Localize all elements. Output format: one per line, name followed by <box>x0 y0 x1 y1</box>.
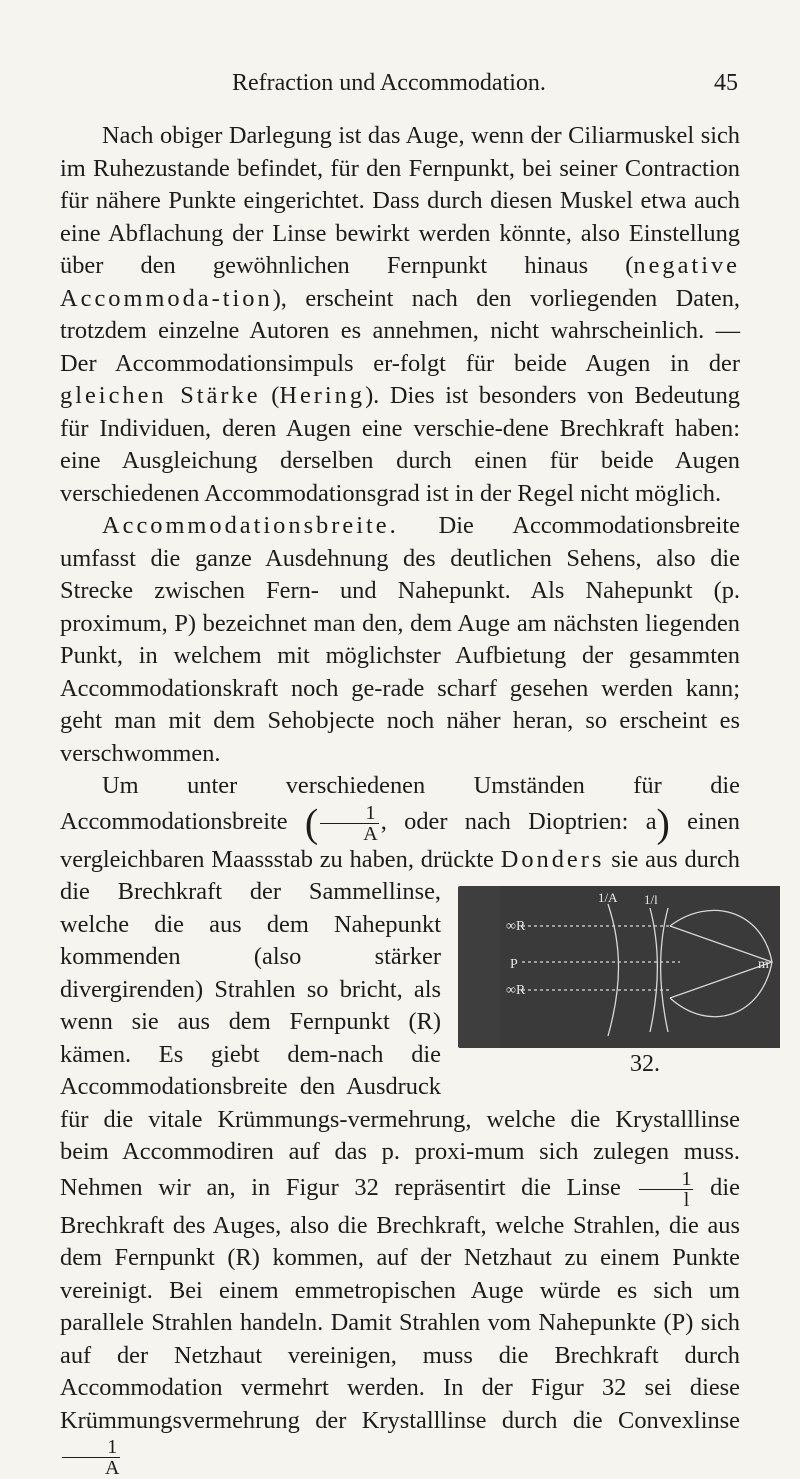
section-heading-accommodationsbreite: Accommodationsbreite. <box>102 512 399 539</box>
paren-open: ( <box>304 800 319 845</box>
label-m: m <box>758 957 769 972</box>
p3-text-b: , oder nach Dioptrien: a <box>380 807 657 835</box>
p1-text-c: ( <box>260 382 280 409</box>
author-hering: Hering <box>279 382 366 409</box>
fraction-1-over-A <box>320 803 378 844</box>
figure-caption: 32. <box>630 1051 660 1077</box>
figure-background <box>500 886 780 1048</box>
figure-32-diagram <box>458 886 769 1048</box>
header-title: Refraction und Accommodation. <box>232 70 546 96</box>
p2-text: Die Accommodationsbreite umfasst die ganze Ausdehnung des deutlichen Sehens, also die Strecke zwischen Fern- und Nahepunkt. Als Nahepunkt (p. proximum, P) bezeichnet man den, dem Auge am nächsten liegenden Punkt, in welchem mit möglichster Aufbietung der gesammten Accommodationskraft noch ge-rade scharf gesehen werden kann; geht man mit dem Sehobjecte noch näher heran, so erscheint es verschwommen. <box>60 512 740 767</box>
label-lens-a: 1/A <box>598 890 618 905</box>
p1-text-b: ), erscheint nach den vorliegenden Daten, trotzdem einzelne Autoren es annehmen, nicht wahrscheinlich. — Der Accommodationsimpuls er-folgt für beide Augen in der <box>60 284 740 377</box>
p3-text-c: einen vergleichbaren Maassstab zu haben, drückte <box>60 807 740 873</box>
paragraph-2 <box>60 510 740 770</box>
p3-text-d: sie aus durch die Brechkraft der Sammellinse, welche die aus dem Nahepunkt kommenden (also stärker divergirenden) Strahlen so bricht, als wenn sie aus dem Fernpunkt (R) kämen. Es giebt dem-nach die Accommodationsbreite den Ausdruck für die vitale Krümmungs-vermehrung, welche die Krystalllinse beim Accommodiren auf das p. proxi-mum sich zulegen muss. Nehmen wir an, in Figur 32 repräsentirt die Linse <box>60 845 740 1201</box>
p3-text-e: die Brechkraft des Auges, also die Brechkraft, welche Strahlen, die aus dem Fernpunkt (R) kommen, auf der Netzhaut zu einem Punkte vereinigt. Bei einem emmetropischen Auge würde es sich um parallele Strahlen handeln. Damit Strahlen vom Nahepunkte (P) sich auf der Netzhaut vereinigen, muss die Brechkraft durch Accommodation vermehrt werden. In der Figur 32 sei diese Krümmungsvermehrung der Krystalllinse durch die Convexlinse <box>60 1173 740 1434</box>
fraction-1-over-A-end <box>62 1437 120 1478</box>
frac3-denominator: A <box>105 1457 120 1479</box>
author-donders: Donders <box>500 845 605 873</box>
frac2-denominator: l <box>683 1188 690 1211</box>
paragraph-3 <box>60 770 769 1479</box>
page-number: 45 <box>714 70 738 96</box>
fraction-1-over-l <box>639 1169 693 1210</box>
label-inf-r-top: ∞R <box>506 919 526 934</box>
label-inf-r-bottom: ∞R <box>506 983 526 998</box>
frac2-numerator: 1 <box>639 1169 693 1190</box>
paragraph-1 <box>60 120 740 510</box>
negative-accommodation-term: negative Accommoda-tion <box>60 252 740 312</box>
paren-close: ) <box>656 800 670 845</box>
frac-numerator: 1 <box>320 803 378 824</box>
p1-text-a: Nach obiger Darlegung ist das Auge, wenn der Ciliarmuskel sich im Ruhezustande befindet, für den Fernpunkt, bei seiner Contraction für nähere Punkte eingerichtet. Dass durch diesen Muskel etwa auch eine Abflachung der Linse bewirkt werden könnte, also Einstellung über den gewöhnlichen Fernpunkt hinaus ( <box>60 122 740 279</box>
frac3-numerator: 1 <box>62 1437 120 1458</box>
p1-text-d: ). Dies ist besonders von Bedeutung für Individuen, deren Augen eine verschie-dene Brechkraft haben: eine Ausgleichung derselben durch einen für beide Augen verschiedenen Accommodationsgrad ist in der Regel nicht möglich. <box>60 382 740 507</box>
running-header <box>0 70 800 110</box>
lens-diagram-svg <box>500 886 780 1048</box>
p3-text-a: Um unter verschiedenen Umständen für die Accommodationsbreite <box>60 772 740 835</box>
frac-denominator: A <box>363 822 378 845</box>
label-lens-l: 1/l <box>644 892 658 907</box>
body-text <box>60 120 769 1479</box>
figure-32 <box>455 880 769 1085</box>
label-p: P <box>510 957 518 972</box>
same-strength-term: gleichen Stärke <box>60 382 261 409</box>
